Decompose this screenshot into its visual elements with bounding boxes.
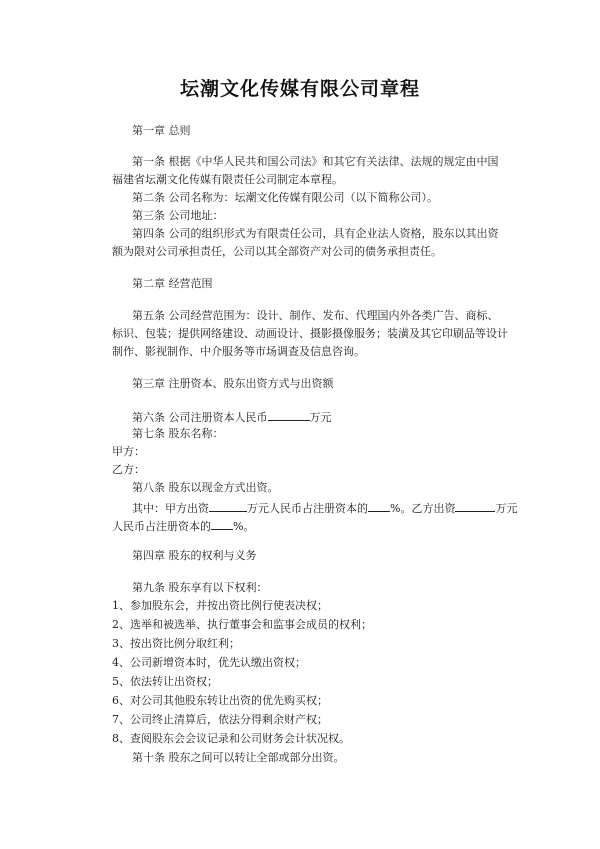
capital-blank (268, 409, 310, 421)
party-b-percent-blank (211, 518, 233, 530)
article-8-detail-line-1 (132, 500, 517, 516)
party-b-percent-suffix: %。 (233, 520, 255, 533)
party-a-share-label: 万元人民币占注册资本的 (247, 502, 368, 515)
party-a-amount-blank (209, 500, 247, 512)
article-5-line-2: 标识、包装；提供网络建设、动画设计、摄影摄像服务；装潢及其它印刷品等设计 (112, 327, 508, 340)
party-b-share-label: 人民币占注册资本的 (112, 520, 211, 533)
article-6-prefix: 第六条 公司注册资本人民币 (132, 411, 268, 424)
chapter-3-heading: 第三章 注册资本、股东出资方式与出资额 (132, 377, 334, 390)
article-1-line-1: 第一条 根据《中华人民共和国公司法》和其它有关法律、法规的规定由中国 (132, 155, 499, 168)
party-a-contribution-label: 其中：甲方出资 (132, 502, 209, 515)
article-5-line-3: 制作、影视制作、中介服务等市场调查及信息咨询。 (112, 345, 365, 358)
party-a-label: 甲方： (112, 445, 145, 458)
article-9: 第九条 股东享有以下权利： (132, 581, 268, 594)
article-4-line-1: 第四条 公司的组织形式为有限责任公司，具有企业法人资格，股东以其出资 (132, 227, 499, 240)
rights-item: 1、参加股东会，并按出资比例行使表决权； (112, 599, 328, 612)
article-3: 第三条 公司地址： (132, 209, 224, 222)
article-7: 第七条 股东名称： (132, 427, 224, 440)
article-4-line-2: 额为限对公司承担责任，公司以其全部资产对公司的债务承担责任。 (112, 245, 442, 258)
party-a-percent-blank (368, 500, 390, 512)
rights-item: 5、依法转让出资权； (112, 675, 218, 688)
rights-item: 7、公司终止清算后，依法分得剩余财产权； (112, 713, 328, 726)
rights-item: 2、选举和被选举、执行董事会和监事会成员的权利； (112, 618, 372, 631)
article-8: 第八条 股东以现金方式出资。 (132, 481, 279, 494)
article-6-suffix: 万元 (309, 411, 332, 424)
rights-item: 8、查阅股东会会议记录和公司财务会计状况权。 (112, 732, 350, 745)
article-8-detail-line-2 (112, 518, 254, 534)
party-b-amount-blank (455, 500, 495, 512)
chapter-2-heading: 第二章 经营范围 (132, 277, 213, 290)
rights-item: 3、按出资比例分取红利； (112, 637, 240, 650)
article-5-line-1: 第五条 公司经营范围为：设计、制作、发布、代理国内外各类广告、商标、 (132, 309, 499, 322)
article-2: 第二条 公司名称为：坛潮文化传媒有限公司（以下简称公司）。 (132, 191, 438, 204)
article-10: 第十条 股东之间可以转让全部或部分出资。 (132, 751, 345, 764)
chapter-4-heading: 第四章 股东的权利与义务 (132, 549, 257, 562)
rights-item: 4、公司新增资本时，优先认缴出资权； (112, 656, 306, 669)
document-title: 坛潮文化传媒有限公司章程 (179, 78, 420, 100)
article-6 (132, 409, 332, 425)
party-b-label: 乙方： (112, 463, 145, 476)
party-b-contribution-label: %。乙方出资 (390, 502, 456, 515)
rights-item: 6、对公司其他股东转让出资的优先购买权； (112, 694, 328, 707)
party-b-amount-unit: 万元 (495, 502, 518, 515)
article-1-line-2: 福建省坛潮文化传媒有限责任公司制定本章程。 (112, 173, 343, 186)
chapter-1-heading: 第一章 总则 (132, 124, 191, 137)
